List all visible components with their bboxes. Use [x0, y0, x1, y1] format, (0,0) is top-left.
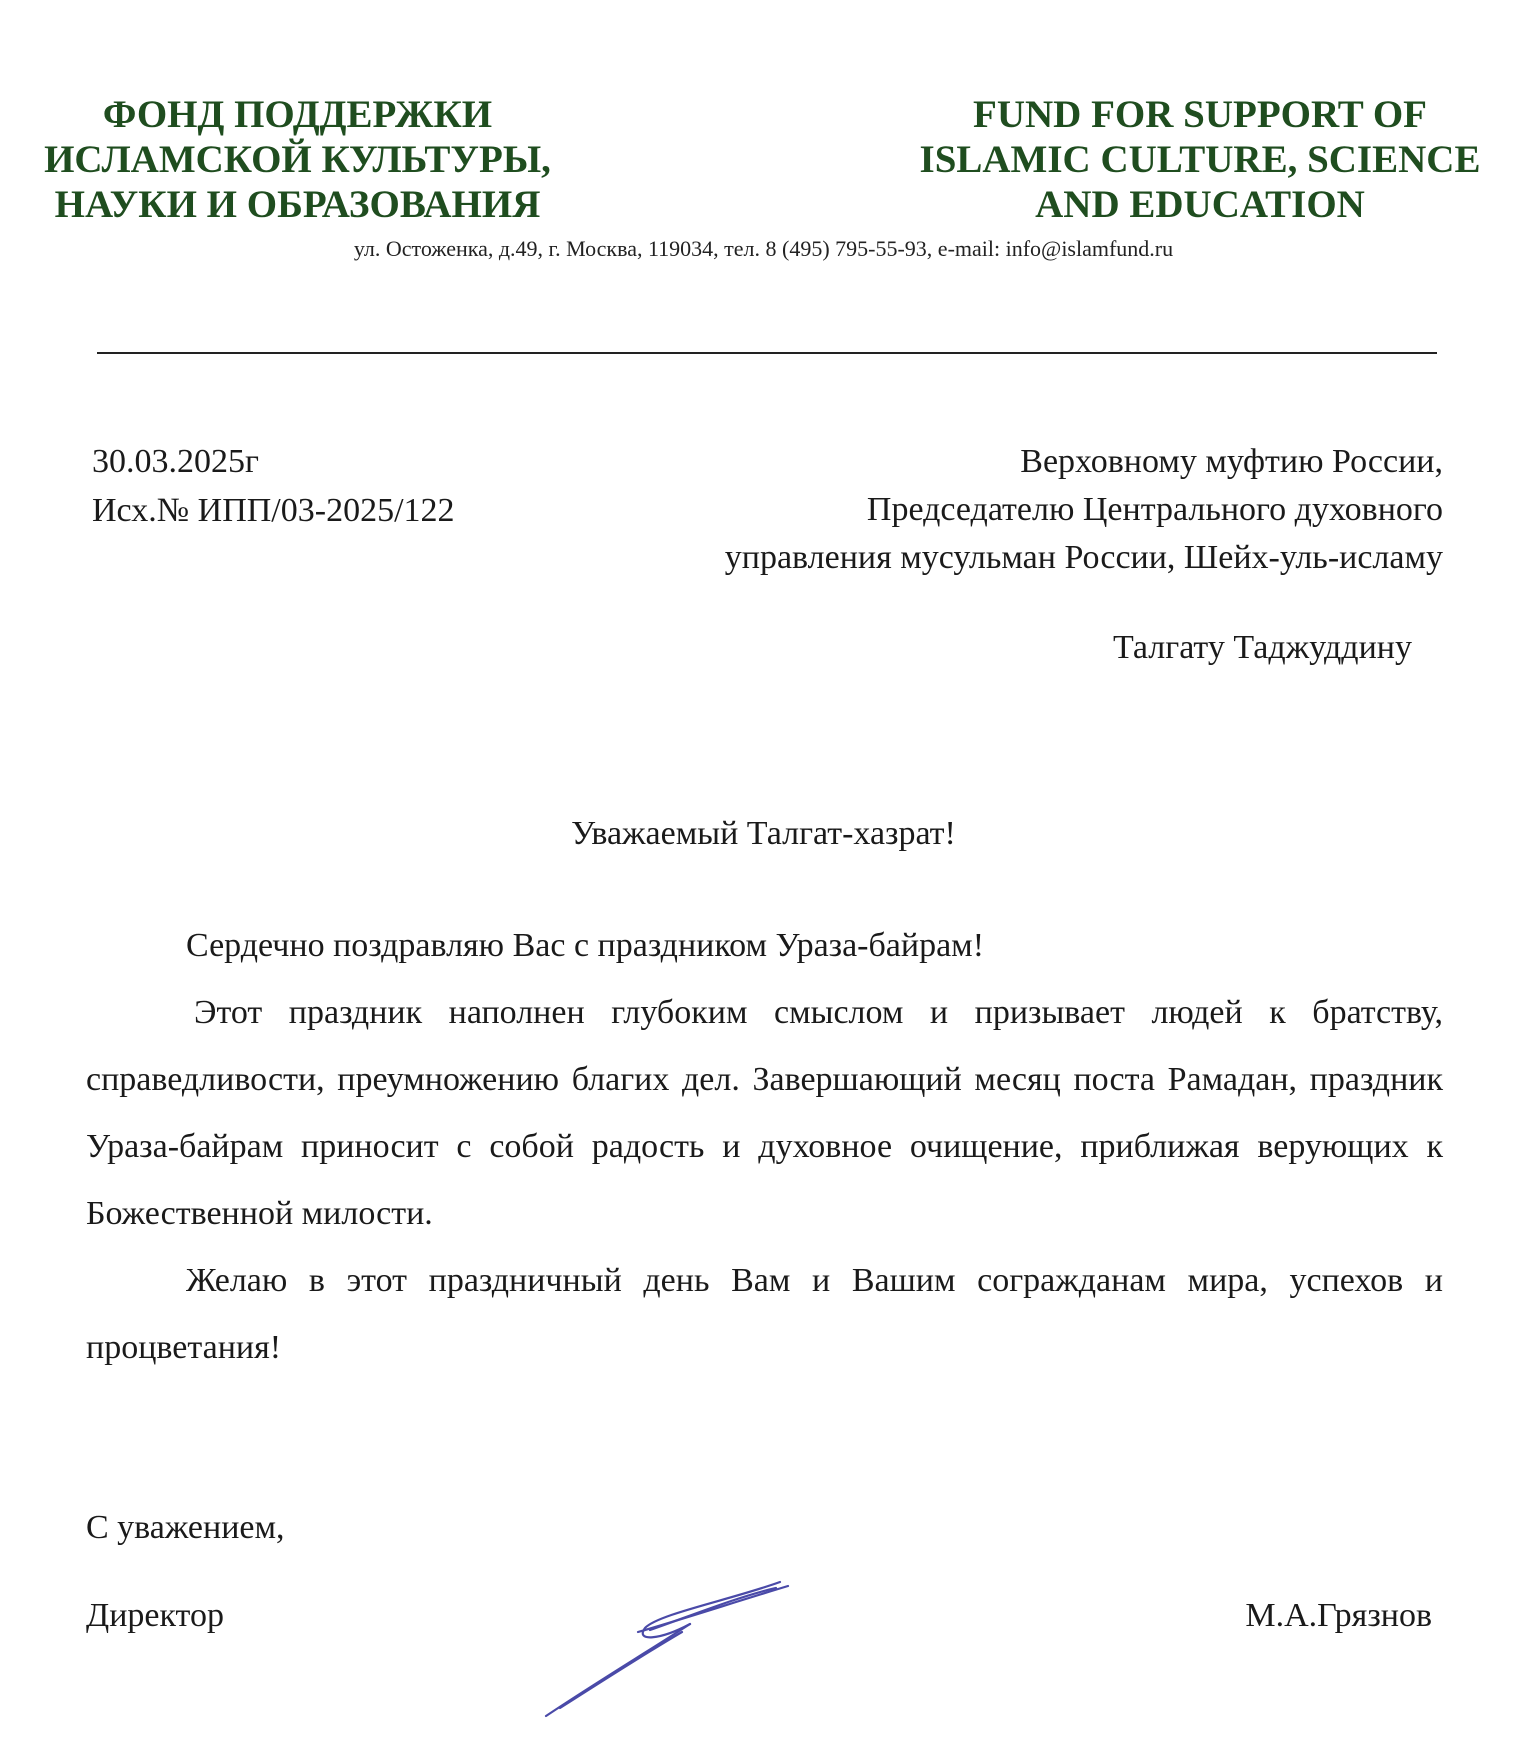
recipient-name: Талгату Таджуддину	[1113, 629, 1412, 666]
header-address: ул. Остоженка, д.49, г. Москва, 119034, тел. 8 (495) 795-55-93, e-mail: info@islamfund.ru	[353, 236, 1174, 261]
signer-position: Директор	[86, 1597, 224, 1634]
outgoing-number: Исх.№ ИПП/03-2025/122	[92, 492, 455, 529]
header-ru-line: ИСЛАМСКОЙ КУЛЬТУРЫ,	[44, 138, 551, 181]
letter-date: 30.03.2025г	[92, 443, 259, 480]
body-paragraph: Желаю в этот праздничный день Вам и Вашим согражданам мира, успехов и процветания!	[86, 1262, 1443, 1366]
recipient-block	[725, 438, 1443, 582]
signer-name: М.А.Грязнов	[1245, 1597, 1432, 1634]
letter-body	[86, 912, 1443, 1381]
signature-icon	[540, 1570, 800, 1720]
header-divider	[97, 352, 1437, 354]
header-org-name-ru	[20, 92, 575, 227]
body-paragraph: Этот праздник наполнен глубоким смыслом и призывает людей к братству, справедливости, преумножению благих дел. Завершающий месяц поста Рамадан, праздник Ураза-байрам приносит с собой радость и духовное очищение, приближая верующих к Божественной милости.	[86, 994, 1443, 1232]
header-ru-line: НАУКИ И ОБРАЗОВАНИЯ	[54, 183, 541, 226]
salutation: Уважаемый Талгат-хазрат!	[571, 815, 956, 852]
header-en-line: AND EDUCATION	[1035, 183, 1365, 226]
closing: С уважением,	[86, 1509, 285, 1546]
header-en-line: FUND FOR SUPPORT OF	[973, 93, 1427, 136]
body-paragraph: Сердечно поздравляю Вас с праздником Ураза-байрам!	[186, 927, 985, 964]
header-en-line: ISLAMIC CULTURE, SCIENCE	[919, 138, 1481, 181]
header-ru-line: ФОНД ПОДДЕРЖКИ	[102, 93, 493, 136]
recipient-line: управления мусульман России, Шейх-уль-исламу	[724, 539, 1443, 576]
header-org-name-en	[880, 92, 1520, 227]
recipient-line: Председателю Центрального духовного	[866, 491, 1443, 528]
recipient-line: Верховному муфтию России,	[1020, 443, 1443, 480]
